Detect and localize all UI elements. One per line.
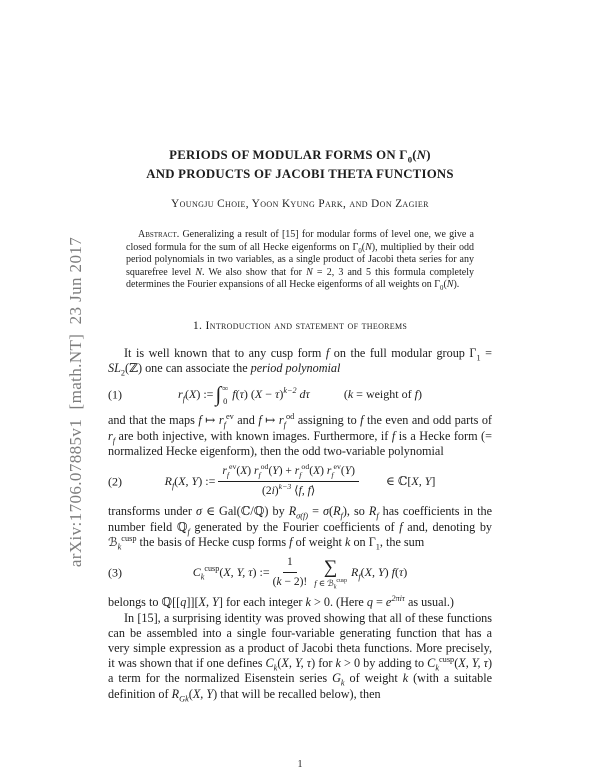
text-run: 2 <box>120 368 126 378</box>
text-run: ⟩ <box>310 485 316 498</box>
text-run: SL <box>108 361 121 376</box>
text-run: and, denoting by ℬ <box>108 519 493 549</box>
text-run: k <box>333 584 337 591</box>
text-run: ) + <box>278 464 295 477</box>
text-run: k−2 <box>283 386 297 396</box>
text-run: the basis of Hecke cusp forms <box>136 534 290 549</box>
text-run: τ <box>398 565 404 580</box>
text-run: ) <box>403 565 408 580</box>
text-run: Y <box>272 464 279 477</box>
text-run: k <box>117 542 122 552</box>
text-run: N <box>416 148 427 162</box>
text-run: k <box>276 576 282 589</box>
text-run: ), so <box>342 504 369 519</box>
text-run: r <box>294 464 300 477</box>
text-run: X <box>313 464 321 477</box>
text-run: f <box>171 481 175 491</box>
text-run: dτ <box>296 387 310 402</box>
text-run: cusp <box>439 655 455 665</box>
text-run: f <box>331 470 334 480</box>
equation-2 <box>108 464 492 499</box>
text-run: r <box>222 464 227 477</box>
text-run: f <box>182 394 185 404</box>
text-run: (with a suitable definition of <box>108 671 492 701</box>
text-run: (ℤ) one can associate the <box>125 361 251 376</box>
text-run: r <box>278 413 284 428</box>
paragraph-transforms <box>108 504 492 550</box>
text-run: ) <box>417 387 422 402</box>
equation-3-number: (3) <box>108 565 122 580</box>
equation-2-numerator <box>218 464 359 482</box>
text-run: ) <box>426 148 431 162</box>
text-run: f <box>358 572 361 582</box>
text-run: τ <box>275 387 280 402</box>
text-run: ( <box>412 148 417 162</box>
text-run: generated by the Fourier coefficients of <box>189 519 400 534</box>
text-run: 0 <box>407 154 413 165</box>
equation-1-lhs <box>178 387 213 402</box>
text-run: R <box>288 504 297 519</box>
text-run: ) := <box>196 387 214 402</box>
text-run: G <box>332 671 341 686</box>
text-run: ( <box>454 656 459 671</box>
text-run: ev <box>229 462 237 472</box>
page-number: 1 <box>297 759 303 770</box>
summation <box>314 556 347 591</box>
paragraph-maps <box>108 413 492 459</box>
text-run: ( <box>185 387 189 402</box>
text-run: = weight of <box>353 387 415 402</box>
text-run: and <box>233 413 259 428</box>
text-run: Gk <box>179 694 189 704</box>
text-run: f <box>340 511 343 521</box>
text-run: k <box>347 387 354 402</box>
equation-1-body <box>178 383 422 406</box>
text-run: 1 <box>375 542 380 552</box>
text-run: ∈ ℂ[ <box>385 474 412 489</box>
text-run: Abstract. <box>138 229 180 240</box>
section-1-heading: 1. Introduction and statement of theorems <box>192 317 408 332</box>
text-run: f <box>299 470 302 480</box>
text-run: of weight <box>344 671 403 686</box>
text-run: the even and odd parts of <box>363 413 492 428</box>
text-run: τ <box>239 387 244 402</box>
text-run: N <box>195 266 203 278</box>
text-run: = <box>308 504 323 519</box>
text-run: cusp <box>204 564 220 574</box>
text-run: X <box>254 387 263 402</box>
paper-content <box>108 146 492 702</box>
text-run: PERIODS OF MODULAR FORMS ON Γ <box>169 148 408 162</box>
text-run: f, f <box>298 485 311 498</box>
text-run: R <box>333 504 341 519</box>
text-run: f <box>325 345 330 360</box>
text-run: and that the maps <box>108 413 199 428</box>
text-run: f <box>258 470 261 480</box>
text-run: ( <box>188 686 193 701</box>
integral-sign: ∫ <box>215 382 222 407</box>
text-run: X, Y, τ <box>281 656 312 671</box>
text-run: X, Y <box>192 686 214 701</box>
text-run: f <box>360 413 364 428</box>
text-run: f <box>376 511 379 521</box>
text-run: k−3 <box>278 482 292 492</box>
text-run: > 0 by adding to <box>340 656 428 671</box>
text-run: ] <box>431 474 436 489</box>
text-run: ( <box>272 576 277 589</box>
text-run: X, Y <box>198 595 219 610</box>
text-run: f <box>187 527 190 537</box>
text-run: e <box>385 595 392 610</box>
equation-3-lhs <box>193 565 270 580</box>
text-run: ( <box>235 387 240 402</box>
equation-2-body <box>165 464 436 499</box>
text-run: X, Y, τ <box>458 656 488 671</box>
text-run: ) <box>384 565 392 580</box>
text-run: 0 <box>358 247 362 255</box>
text-run: σ <box>323 504 330 519</box>
text-run: ) that will be recalled below), then <box>213 686 381 701</box>
equation-2-fraction <box>218 464 359 499</box>
text-run: (2 <box>261 485 272 498</box>
equation-1-side-note <box>344 387 422 402</box>
text-run: C <box>265 656 274 671</box>
text-run: X <box>240 464 248 477</box>
text-run: R <box>350 565 359 580</box>
title-line-2 <box>108 165 492 184</box>
text-run: X, Y <box>178 474 199 489</box>
text-run: C <box>427 656 436 671</box>
text-run: f <box>314 577 317 588</box>
paper-title <box>108 146 492 184</box>
arxiv-watermark: arXiv:1706.07885v1 [math.NT] 23 Jun 2017 <box>66 236 85 568</box>
text-run: ) a term for the normalized Eisenstein series <box>108 656 493 686</box>
equation-3 <box>108 555 492 590</box>
equation-2-denominator <box>262 482 315 499</box>
text-run: ) <box>320 464 327 477</box>
text-run: are both injective, with known images. Furthermore, if <box>115 428 392 443</box>
text-run: r <box>108 428 113 443</box>
equation-2-lhs <box>165 474 216 489</box>
authors-line: Youngju Choie, Yoon Kyung Park, and Don Zagier <box>171 198 429 210</box>
text-run: ) ( <box>243 387 255 402</box>
equation-1-integrand <box>232 387 310 402</box>
text-run: f <box>399 519 403 534</box>
equation-1 <box>108 383 492 406</box>
text-run: has coefficients in the number field ℚ <box>108 504 492 534</box>
text-run: ( <box>236 464 241 477</box>
text-run: ) <box>351 464 355 477</box>
text-run: f <box>289 534 293 549</box>
text-run: od <box>260 462 269 472</box>
summation-index <box>314 577 347 591</box>
text-run: ( <box>277 656 282 671</box>
abstract <box>126 229 474 292</box>
text-run: ∈ Gal(ℂ/ℚ) by <box>201 504 289 519</box>
text-run: transforms under <box>108 504 196 519</box>
text-run: σ(f) <box>296 511 309 521</box>
text-run: In [15], a surprising identity was proved showing that all of these functions can be assembled into a single four-variable generating function that has a very simple expression as a product of Jacobi theta functions. More precisely, it was shown that if one defines <box>108 610 492 671</box>
title-line-1 <box>108 146 492 165</box>
equation-3-rhs <box>351 565 407 580</box>
paragraph-identity <box>108 611 492 702</box>
equation-3-numerator <box>283 555 297 573</box>
text-run: f <box>112 436 116 446</box>
text-run: ) := <box>252 565 270 580</box>
text-run: k <box>402 671 409 686</box>
text-run: k <box>340 678 345 688</box>
text-run: 2πiτ <box>391 594 405 604</box>
text-run: ) for <box>311 656 336 671</box>
text-run: cusp <box>121 533 137 543</box>
text-run: f <box>223 420 226 430</box>
text-run: − <box>262 387 276 402</box>
text-run: X <box>189 387 197 402</box>
text-run: = <box>372 595 386 610</box>
text-run: AND PRODUCTS OF JACOBI THETA FUNCTIONS <box>146 167 454 181</box>
text-run: ↦ <box>261 413 279 428</box>
text-run: X, Y, τ <box>223 565 253 580</box>
text-run: , the sum <box>379 534 425 549</box>
text-run: > 0. (Here <box>310 595 367 610</box>
text-run: k <box>435 663 439 673</box>
text-run: k <box>344 534 351 549</box>
section-1-body <box>108 346 492 702</box>
text-run: ) <box>279 387 284 402</box>
text-run: i <box>271 485 275 498</box>
text-run: k <box>335 656 341 671</box>
text-run: ), multiplied by their odd period polynomials in two variables, as a single product of Jacobi theta series for any squarefree level <box>126 241 474 278</box>
integral-lower-limit: 0 <box>223 395 228 406</box>
text-run: k <box>200 572 205 582</box>
equation-3-body <box>193 555 408 590</box>
text-run: ⟨ <box>291 485 299 498</box>
paragraph-belongs <box>108 595 492 610</box>
text-run: od <box>285 412 295 422</box>
text-run: N <box>306 266 313 278</box>
text-run: ) <box>274 485 279 498</box>
text-run: ) := <box>198 474 216 489</box>
text-run: 1 <box>476 353 481 363</box>
equation-3-denominator <box>273 573 308 590</box>
text-run: q <box>180 595 187 610</box>
text-run: X, Y <box>364 565 385 580</box>
text-run: q <box>366 595 373 610</box>
equation-3-fraction <box>273 555 308 590</box>
text-run: f <box>283 420 286 430</box>
text-run: f <box>391 565 395 580</box>
text-run: ( <box>360 565 365 580</box>
integral-upper-limit: ∞ <box>222 383 229 394</box>
equation-2-membership <box>386 474 435 489</box>
integral <box>215 383 231 406</box>
text-run: period polynomial <box>250 361 341 376</box>
integral-limits <box>222 383 228 406</box>
text-run: R <box>171 686 180 701</box>
text-run: f <box>198 413 202 428</box>
text-run: k <box>273 663 278 673</box>
text-run: f <box>258 413 262 428</box>
text-run: − 2)! <box>281 576 308 589</box>
text-run: k <box>305 595 311 610</box>
text-run: ) <box>247 464 254 477</box>
text-run: od <box>301 462 310 472</box>
text-run: ( <box>268 464 273 477</box>
text-run: N <box>365 241 372 253</box>
text-run: r <box>253 464 259 477</box>
text-run: r <box>326 464 332 477</box>
text-run: cusp <box>336 578 347 585</box>
text-run: f <box>226 470 229 480</box>
text-run: Y <box>344 464 352 477</box>
text-run: on the full modular group Γ <box>329 345 477 360</box>
text-run: R <box>164 474 172 489</box>
text-run: as usual.) <box>404 595 454 610</box>
text-run: f <box>232 387 236 402</box>
text-run: ( <box>443 279 447 291</box>
text-run: σ <box>195 504 202 519</box>
text-run: r <box>178 387 183 402</box>
text-run: ( <box>329 504 334 519</box>
text-run: N <box>446 279 454 291</box>
paragraph-intro <box>108 346 492 376</box>
text-run: 1 <box>287 556 293 568</box>
text-run: ( <box>309 464 314 477</box>
text-run: Generalizing a result of [15] for modular forms of level one, we give a closed formula for the sum of all Hecke eigenforms on Γ <box>126 229 474 253</box>
text-run: R <box>368 504 377 519</box>
text-run: ev <box>225 412 234 422</box>
text-run: is a Hecke form (= normalized Hecke eigenform), then the odd two-variable polynomial <box>108 428 492 458</box>
equation-2-number: (2) <box>108 474 122 489</box>
text-run: ev <box>333 462 341 472</box>
text-run: ( <box>219 565 224 580</box>
text-run: ( <box>361 241 366 253</box>
text-run: of weight <box>292 534 345 549</box>
text-run: ] for each integer <box>218 595 306 610</box>
text-run: 0 <box>440 285 444 293</box>
text-run: ( <box>394 565 399 580</box>
text-run: ( <box>343 387 348 402</box>
text-run: X, Y <box>411 474 432 489</box>
text-run: assigning to <box>294 413 361 428</box>
text-run: f <box>391 428 396 443</box>
text-run: = <box>480 345 492 360</box>
equation-1-number: (1) <box>108 387 122 402</box>
text-run: r <box>218 413 224 428</box>
text-run: ( <box>340 464 345 477</box>
text-run: belongs to ℚ[[ <box>108 595 181 610</box>
text-run: = 2, 3 and 5 this formula completely determines the Fourier expansions of all Hecke eigenforms of all weights on Γ <box>126 266 474 291</box>
text-run: ∈ ℬ <box>316 577 334 588</box>
text-run: . We also show that for <box>202 266 307 278</box>
text-run: on Γ <box>350 534 376 549</box>
text-run: ( <box>174 474 179 489</box>
text-run: f <box>414 387 418 402</box>
text-run: ↦ <box>201 413 219 428</box>
text-run: It is well known that to any cusp form <box>124 345 326 360</box>
summation-sign: ∑ <box>323 556 338 578</box>
text-run: ). <box>453 279 460 291</box>
text-run: ]][ <box>186 595 199 610</box>
text-run: C <box>192 565 201 580</box>
